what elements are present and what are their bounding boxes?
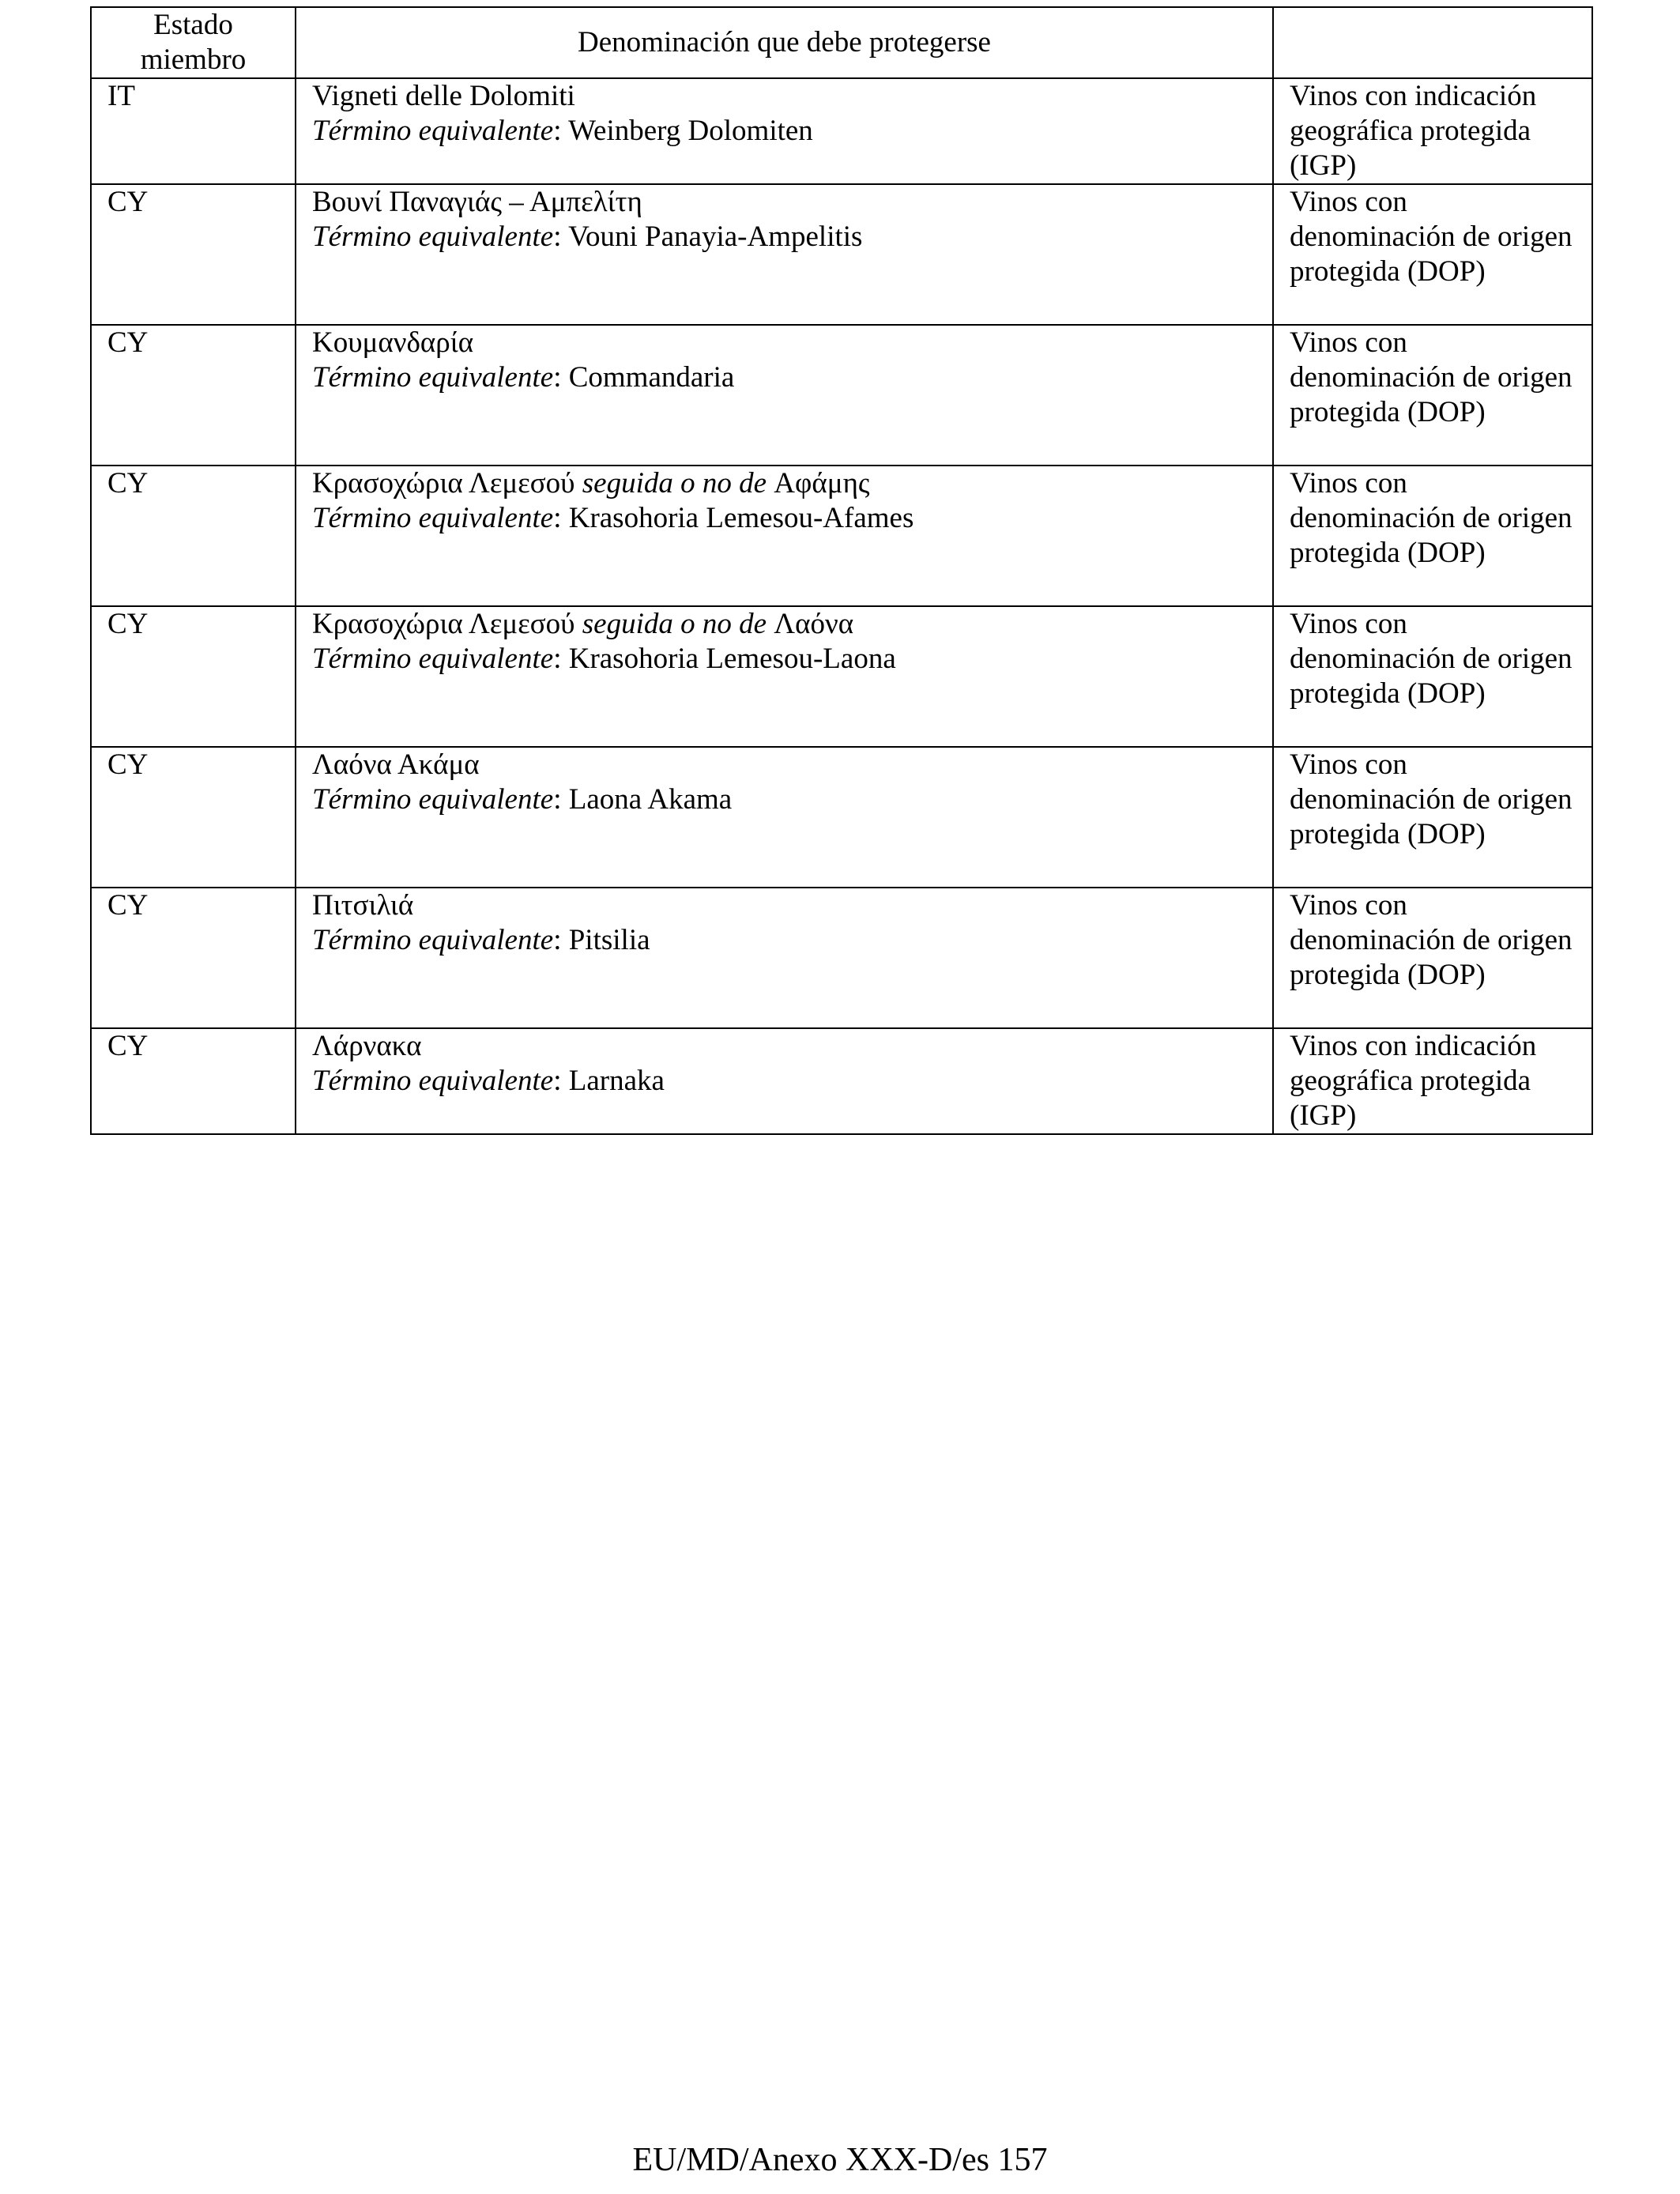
equivalent-term: Término equivalente: Weinberg Dolomiten [312, 115, 813, 147]
protected-name: Λαόνα Ακάμα [312, 748, 480, 781]
equivalent-value: Krasohoria Lemesou-Afames [568, 502, 914, 534]
equivalent-label: Término equivalente [312, 221, 554, 253]
equivalent-label: Término equivalente [312, 502, 554, 534]
equivalent-label: Término equivalente [312, 361, 554, 394]
cell-category: Vinos con denominación de origen protegida (DOP) [1273, 466, 1592, 606]
table-row [91, 466, 1592, 606]
table-row [91, 606, 1592, 747]
protected-name: Πιτσιλιά [312, 889, 414, 922]
cell-category: Vinos con denominación de origen protegida (DOP) [1273, 325, 1592, 466]
cell-protected-name [296, 78, 1273, 184]
name-suffix: Λαόνα [774, 608, 854, 640]
equivalent-term: Término equivalente: Pitsilia [312, 924, 650, 956]
cell-member-state: CY [91, 747, 296, 888]
cell-member-state: CY [91, 888, 296, 1028]
cell-protected-name [296, 325, 1273, 466]
table-row [91, 888, 1592, 1028]
equivalent-label: Término equivalente [312, 115, 554, 147]
cell-protected-name [296, 466, 1273, 606]
equivalent-value: Laona Akama [568, 783, 733, 816]
name-connector: seguida o no de [582, 467, 767, 499]
cell-category: Vinos con indicación geográfica protegida (IGP) [1273, 1028, 1592, 1134]
header-member-state: Estado miembro [91, 7, 296, 78]
name-line [312, 888, 1256, 923]
table-row [91, 747, 1592, 888]
cell-member-state: CY [91, 325, 296, 466]
table-body [91, 78, 1592, 1134]
cell-category: Vinos con denominación de origen protegida (DOP) [1273, 184, 1592, 325]
table-row [91, 1028, 1592, 1134]
cell-member-state: CY [91, 606, 296, 747]
name-suffix: Αφάμης [774, 467, 870, 499]
cell-protected-name [296, 888, 1273, 1028]
equivalent-label: Término equivalente [312, 783, 554, 816]
protected-name: Κρασοχώρια Λεμεσού [312, 467, 575, 499]
header-protected-name: Denominación que debe protegerse [296, 7, 1273, 78]
table-row [91, 184, 1592, 325]
protected-name: Κουμανδαρία [312, 326, 474, 359]
equivalent-value: Vouni Panayia-Ampelitis [568, 221, 863, 253]
cell-category: Vinos con denominación de origen protegida (DOP) [1273, 747, 1592, 888]
cell-member-state: IT [91, 78, 296, 184]
equivalent-label: Término equivalente [312, 924, 554, 956]
cell-protected-name [296, 606, 1273, 747]
equivalent-label: Término equivalente [312, 1065, 554, 1097]
cell-category: Vinos con denominación de origen protegida (DOP) [1273, 606, 1592, 747]
name-line [312, 466, 1256, 501]
cell-member-state: CY [91, 184, 296, 325]
equivalent-term: Término equivalente: Commandaria [312, 361, 735, 394]
name-line [312, 79, 1256, 114]
name-connector: seguida o no de [582, 608, 767, 640]
equivalent-term: Término equivalente: Vouni Panayia-Ampelitis [312, 221, 863, 253]
name-line [312, 607, 1256, 642]
table-row [91, 78, 1592, 184]
name-line [312, 1029, 1256, 1064]
equivalent-term: Término equivalente: Krasohoria Lemesou-Laona [312, 643, 896, 675]
name-line [312, 185, 1256, 220]
cell-protected-name [296, 747, 1273, 888]
equivalent-term: Término equivalente: Krasohoria Lemesou-Afames [312, 502, 914, 534]
equivalent-value: Krasohoria Lemesou-Laona [568, 643, 896, 675]
equivalent-label: Término equivalente [312, 643, 554, 675]
equivalent-term: Término equivalente: Laona Akama [312, 783, 733, 816]
name-line [312, 748, 1256, 782]
cell-category: Vinos con denominación de origen protegida (DOP) [1273, 888, 1592, 1028]
protected-names-table [90, 6, 1593, 1135]
equivalent-value: Commandaria [568, 361, 735, 394]
cell-protected-name [296, 184, 1273, 325]
protected-name: Κρασοχώρια Λεμεσού [312, 608, 575, 640]
page-footer: EU/MD/Anexo XXX-D/es 157 [632, 2142, 1048, 2178]
cell-member-state: CY [91, 1028, 296, 1134]
cell-category: Vinos con indicación geográfica protegida (IGP) [1273, 78, 1592, 184]
header-category [1273, 7, 1592, 78]
table-row [91, 325, 1592, 466]
equivalent-term: Término equivalente: Larnaka [312, 1065, 665, 1097]
table-header-row [91, 7, 1592, 78]
cell-member-state: CY [91, 466, 296, 606]
equivalent-value: Pitsilia [568, 924, 650, 956]
protected-name: Vigneti delle Dolomiti [312, 80, 575, 112]
protected-name: Λάρνακα [312, 1030, 422, 1062]
name-line [312, 326, 1256, 360]
cell-protected-name [296, 1028, 1273, 1134]
equivalent-value: Larnaka [568, 1065, 665, 1097]
protected-name: Βουνί Παναγιάς – Αμπελίτη [312, 186, 642, 218]
equivalent-value: Weinberg Dolomiten [568, 115, 813, 147]
